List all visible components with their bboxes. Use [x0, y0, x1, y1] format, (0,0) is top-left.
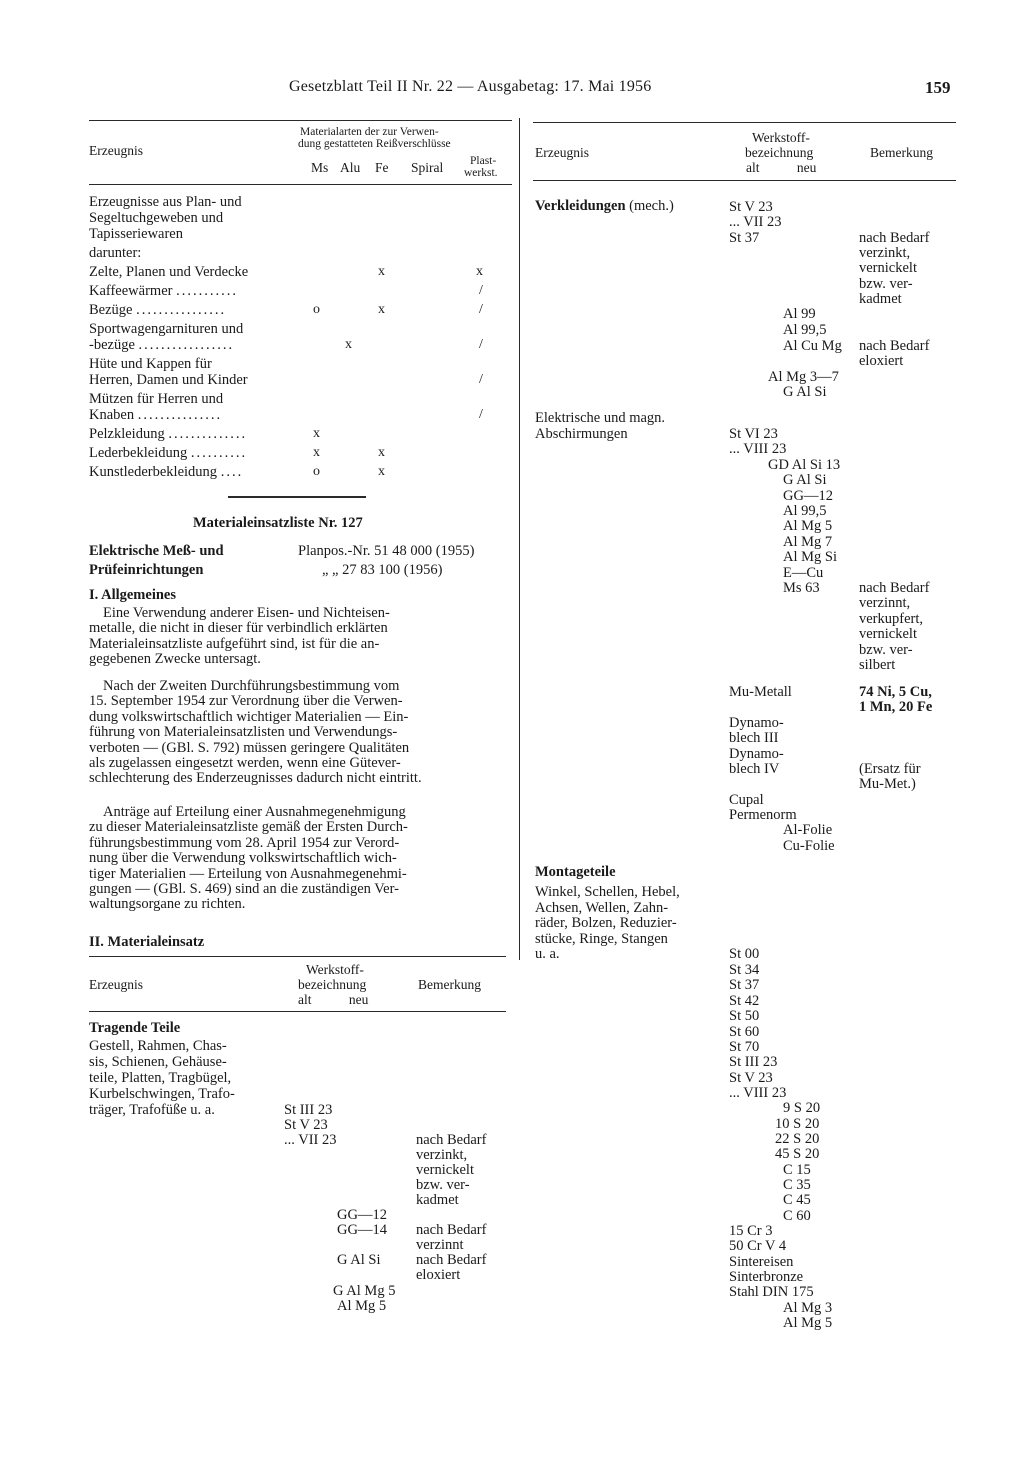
montage-heading: Montageteile: [535, 864, 616, 880]
abschirm-other: Permenorm: [729, 807, 797, 823]
abschirm-material: GD Al Si 13: [768, 457, 841, 473]
abschirm-material: Al Mg 7: [783, 534, 833, 550]
list-subject-line2: Prüfeinrichtungen: [89, 562, 204, 578]
montage-material: St V 23: [729, 1070, 773, 1086]
mat-col-werkstoff: Werkstoff-: [306, 962, 364, 977]
verkleidungen-remark: nach Bedarf: [859, 230, 930, 246]
tragende-material: G Al Si: [337, 1252, 381, 1268]
tragende-desc: sis, Schienen, Gehäuse-: [89, 1054, 227, 1070]
montage-material: C 15: [783, 1162, 811, 1178]
abschirm-other: Cupal: [729, 792, 764, 808]
montage-material: Stahl DIN 175: [729, 1284, 814, 1300]
table-row-label: Zelte, Planen und Verdecke: [89, 264, 249, 280]
dynamo: Dynamo-: [729, 746, 784, 762]
right-table-top-rule: [533, 122, 956, 123]
tragende-material: St V 23: [284, 1117, 328, 1133]
list-title: Materialeinsatzliste Nr. 127: [193, 515, 363, 531]
mu-metall-remark: 1 Mn, 20 Fe: [859, 699, 933, 715]
montage-material: St 60: [729, 1024, 760, 1040]
montage-desc: u. a.: [535, 946, 560, 962]
abschirm-remark: silbert: [859, 657, 896, 673]
abschirm-desc: Abschirmungen: [535, 426, 628, 442]
intro-line: darunter:: [89, 245, 142, 261]
mark-ms: x: [313, 426, 320, 441]
mu-metall-remark: 74 Ni, 5 Cu,: [859, 684, 932, 700]
mark-plast: /: [479, 407, 483, 422]
paragraph-2: Nach der Zweiten Durchführungsbestimmung vom 15. September 1954 zur Verordnung über die Verwen- dung volkswirtschaftlich wichtiger Materialien — Ein- führung von Materialeinsatzlisten und Verwendungs- verboten — (GBl. S. 792) müssen geringere Qualitäten als zugelassen eingesetzt werden, wenn eine Gütever- schlechterung des Enderzeugnisses dadurch nicht eintritt.: [89, 678, 422, 787]
montage-material: St 50: [729, 1008, 760, 1024]
intro-line: Segeltuchgeweben und: [89, 210, 224, 226]
verkleidungen-material: Al 99: [783, 306, 816, 322]
mark-alu: x: [345, 337, 352, 352]
tragende-desc: Gestell, Rahmen, Chas-: [89, 1038, 227, 1054]
left-col-erzeugnis: Erzeugnis: [89, 143, 143, 158]
tragende-remark: vernickelt: [416, 1162, 474, 1178]
tragende-heading: Tragende Teile: [89, 1020, 181, 1036]
montage-material: ... VIII 23: [729, 1085, 787, 1101]
mark-plast: /: [479, 283, 483, 298]
tragende-desc: träger, Trafofüße u. a.: [89, 1102, 215, 1118]
montage-material: St 37: [729, 977, 760, 993]
tragende-remark: kadmet: [416, 1192, 459, 1208]
abschirm-other: Cu-Folie: [783, 838, 835, 854]
table-row-label: Kunstlederbekleidung ....: [89, 464, 244, 480]
mark-plast: /: [479, 337, 483, 352]
tragende-remark: nach Bedarf: [416, 1132, 487, 1148]
tragende-remark: nach Bedarf: [416, 1222, 487, 1238]
tragende-material: ... VII 23: [284, 1132, 337, 1148]
montage-material: Al Mg 5: [783, 1315, 833, 1331]
right-col-werkstoff: Werkstoff-: [752, 130, 810, 145]
mark-fe: x: [378, 264, 385, 279]
tragende-material: GG—14: [337, 1222, 387, 1238]
left-col-plast-line1: Plast-: [470, 155, 497, 167]
tragende-remark: nach Bedarf: [416, 1252, 487, 1268]
montage-material: 10 S 20: [775, 1116, 820, 1132]
mat-table-top-rule: [89, 956, 506, 957]
verkleidungen-material: Al Cu Mg: [783, 338, 842, 354]
mat-table-header-rule: [89, 1011, 506, 1012]
montage-material: 15 Cr 3: [729, 1223, 773, 1239]
mark-fe: x: [378, 302, 385, 317]
montage-desc: räder, Bolzen, Reduzier-: [535, 915, 677, 931]
montage-material: C 35: [783, 1177, 811, 1193]
abschirm-remark: bzw. ver-: [859, 642, 913, 658]
mark-plast: /: [479, 302, 483, 317]
montage-material: 45 S 20: [775, 1146, 820, 1162]
mark-ms: o: [313, 302, 320, 317]
page-number: 159: [925, 78, 951, 97]
abschirm-material: Al Mg 5: [783, 518, 833, 534]
table-row-label: Sportwagengarnituren und: [89, 321, 244, 337]
right-col-alt-neu: alt neu: [746, 160, 817, 175]
left-col-group-line2: dung gestatteten Reißverschlüsse: [298, 138, 451, 150]
abschirm-remark: verzinnt,: [859, 595, 911, 611]
section-materialeinsatz: II. Materialeinsatz: [89, 934, 205, 950]
mark-plast: x: [476, 264, 483, 279]
section-divider: [228, 496, 366, 498]
montage-material: Sinterbronze: [729, 1269, 804, 1285]
tragende-desc: teile, Platten, Tragbügel,: [89, 1070, 232, 1086]
mark-ms: x: [313, 445, 320, 460]
mu-metall: Mu-Metall: [729, 684, 792, 700]
left-table-top-rule: [89, 120, 512, 121]
verkleidungen-heading: Verkleidungen (mech.): [535, 198, 674, 214]
dynamo: blech III: [729, 730, 779, 746]
abschirm-remark: vernickelt: [859, 626, 917, 642]
dynamo: Dynamo-: [729, 715, 784, 731]
table-row-label: Herren, Damen und Kinder: [89, 372, 248, 388]
right-table-header-rule: [533, 180, 956, 181]
table-row-label: -bezüge .................: [89, 337, 235, 353]
montage-material: C 45: [783, 1192, 811, 1208]
montage-material: Al Mg 3: [783, 1300, 833, 1316]
left-col-ms: Ms: [311, 160, 329, 175]
montage-material: St 42: [729, 993, 760, 1009]
montage-desc: Winkel, Schellen, Hebel,: [535, 884, 680, 900]
tragende-material: Al Mg 5: [337, 1298, 387, 1314]
montage-material: C 60: [783, 1208, 811, 1224]
mat-col-bemerkung: Bemerkung: [418, 977, 481, 992]
gazette-header: Gesetzblatt Teil II Nr. 22 — Ausgabetag: 17. Mai 1956: [289, 78, 652, 95]
abschirm-material: Ms 63: [783, 580, 820, 596]
dynamo-remark: Mu-Met.): [859, 776, 916, 792]
mark-ms: o: [313, 464, 320, 479]
left-col-group-line1: Materialarten der zur Verwen-: [300, 126, 439, 138]
left-table-header-rule: [89, 184, 512, 185]
mark-plast: /: [479, 372, 483, 387]
mat-col-alt-neu: alt neu: [298, 992, 369, 1007]
verkleidungen-material: St V 23: [729, 199, 773, 215]
abschirm-remark: nach Bedarf: [859, 580, 930, 596]
verkleidungen-remark: verzinkt,: [859, 245, 911, 261]
montage-material: St III 23: [729, 1054, 778, 1070]
abschirm-material: GG—12: [783, 488, 833, 504]
mark-fe: x: [378, 445, 385, 460]
abschirm-material: ... VIII 23: [729, 441, 787, 457]
montage-material: St 70: [729, 1039, 760, 1055]
left-col-fe: Fe: [375, 160, 389, 175]
paragraph-3: Anträge auf Erteilung einer Ausnahmegenehmigung zu dieser Materialeinsatzliste gemäß der Ersten Durch- führungsbestimmung vom 28. April 1954 zur Verord- nung über die Verwendung volkswirtschaftlich wich- tiger Materialien — Erteilung von Ausnahmegenehmi- gungen — (GBl. S. 469) sind an die zuständigen Ver- waltungsorgane zu richten.: [89, 804, 408, 913]
right-col-bezeichnung: bezeichnung: [745, 145, 814, 160]
paragraph-1: Eine Verwendung anderer Eisen- und Nichteisen- metalle, die nicht in dieser für verbindlich erklärten Materialeinsatzliste aufgeführt sind, ist für die an- gegebenen Zwecke untersagt.: [89, 605, 390, 668]
tragende-remark: eloxiert: [416, 1267, 461, 1283]
verkleidungen-material: St 37: [729, 230, 760, 246]
montage-material: 9 S 20: [783, 1100, 821, 1116]
abschirm-desc: Elektrische und magn.: [535, 410, 666, 426]
verkleidungen-remark: nach Bedarf: [859, 338, 930, 354]
tragende-remark: bzw. ver-: [416, 1177, 470, 1193]
section-allgemeines: I. Allgemeines: [89, 587, 176, 603]
abschirm-other: Al-Folie: [783, 822, 833, 838]
abschirm-material: St VI 23: [729, 426, 778, 442]
planpos-line1: Planpos.-Nr. 51 48 000 (1955): [298, 543, 475, 559]
table-row-label: Kaffeewärmer ...........: [89, 283, 238, 299]
montage-material: St 00: [729, 946, 760, 962]
left-col-alu: Alu: [340, 160, 361, 175]
abschirm-material: G Al Si: [783, 472, 827, 488]
montage-desc: stücke, Ringe, Stangen: [535, 931, 668, 947]
table-row-label: Pelzkleidung ..............: [89, 426, 248, 442]
verkleidungen-material: Al Mg 3—7: [768, 369, 839, 385]
tragende-desc: Kurbelschwingen, Trafo-: [89, 1086, 235, 1102]
list-subject-line1: Elektrische Meß- und: [89, 543, 224, 559]
intro-line: Tapisseriewaren: [89, 226, 183, 242]
verkleidungen-remark: vernickelt: [859, 260, 917, 276]
left-col-plast-line2: werkst.: [464, 167, 498, 179]
abschirm-material: E—Cu: [783, 565, 824, 581]
tragende-material: G Al Mg 5: [333, 1283, 396, 1299]
montage-material: 22 S 20: [775, 1131, 820, 1147]
tragende-material: GG—12: [337, 1207, 387, 1223]
dynamo-remark: (Ersatz für: [859, 761, 921, 777]
verkleidungen-remark: kadmet: [859, 291, 902, 307]
montage-material: 50 Cr V 4: [729, 1238, 787, 1254]
tragende-material: St III 23: [284, 1102, 333, 1118]
right-col-erzeugnis: Erzeugnis: [535, 145, 589, 160]
tragende-remark: verzinkt,: [416, 1147, 468, 1163]
abschirm-remark: verkupfert,: [859, 611, 924, 627]
verkleidungen-material: G Al Si: [783, 384, 827, 400]
montage-material: Sintereisen: [729, 1254, 794, 1270]
dynamo: blech IV: [729, 761, 780, 777]
mat-col-erzeugnis: Erzeugnis: [89, 977, 143, 992]
montage-material: St 34: [729, 962, 760, 978]
montage-desc: Achsen, Wellen, Zahn-: [535, 900, 669, 916]
column-separator: [519, 118, 520, 960]
verkleidungen-material: ... VII 23: [729, 214, 782, 230]
verkleidungen-material: Al 99,5: [783, 322, 827, 338]
abschirm-material: Al Mg Si: [783, 549, 837, 565]
table-row-label: Knaben ...............: [89, 407, 223, 423]
abschirm-material: Al 99,5: [783, 503, 827, 519]
table-row-label: Bezüge ................: [89, 302, 227, 318]
tragende-remark: verzinnt: [416, 1237, 464, 1253]
mark-fe: x: [378, 464, 385, 479]
verkleidungen-remark: bzw. ver-: [859, 276, 913, 292]
planpos-line2: „ „ 27 83 100 (1956): [322, 562, 443, 578]
table-row-label: Lederbekleidung ..........: [89, 445, 248, 461]
table-row-label: Hüte und Kappen für: [89, 356, 212, 372]
verkleidungen-remark: eloxiert: [859, 353, 904, 369]
left-col-spiral: Spiral: [411, 160, 444, 175]
mat-col-bezeichnung: bezeichnung: [298, 977, 367, 992]
table-row-label: Mützen für Herren und: [89, 391, 224, 407]
right-col-bemerkung: Bemerkung: [870, 145, 933, 160]
intro-line: Erzeugnisse aus Plan- und: [89, 194, 242, 210]
